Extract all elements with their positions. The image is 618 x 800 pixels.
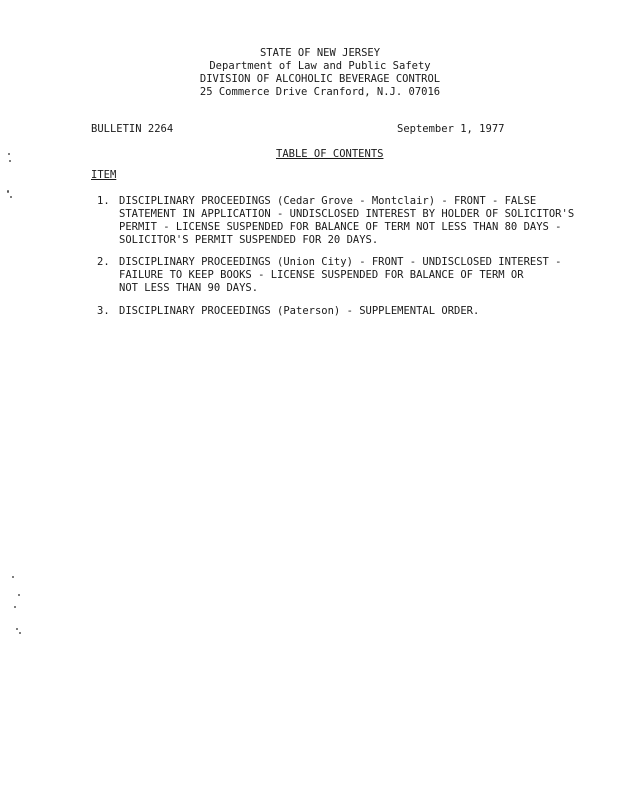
scan-speck [10,196,12,198]
item-line: NOT LESS THAN 90 DAYS. [119,282,259,294]
item-line: DISCIPLINARY PROCEEDINGS (Paterson) - SUPPLEMENTAL ORDER. [119,305,480,317]
bulletin-number: BULLETIN 2264 [91,123,174,135]
item-line: STATEMENT IN APPLICATION - UNDISCLOSED INTEREST BY HOLDER OF SOLICITOR'S [119,208,575,220]
item-line: DISCIPLINARY PROCEEDINGS (Union City) - FRONT - UNDISCLOSED INTEREST - [119,256,562,268]
scan-speck [16,628,18,630]
item-heading: ITEM [91,169,117,181]
header-department: Department of Law and Public Safety [209,60,431,72]
item-line: FAILURE TO KEEP BOOKS - LICENSE SUSPENDED FOR BALANCE OF TERM OR [119,269,524,281]
item-number: 2. [97,256,110,268]
scan-speck [9,160,11,162]
toc-title: TABLE OF CONTENTS [276,148,384,160]
scan-speck [8,153,10,155]
scan-speck [7,190,9,193]
scan-speck [18,594,20,596]
scan-speck [14,606,16,608]
item-number: 1. [97,195,110,207]
bulletin-date: September 1, 1977 [397,123,505,135]
item-line: DISCIPLINARY PROCEEDINGS (Cedar Grove - Montclair) - FRONT - FALSE [119,195,537,207]
header-state: STATE OF NEW JERSEY [259,47,381,59]
header-address: 25 Commerce Drive Cranford, N.J. 07016 [199,86,441,98]
item-number: 3. [97,305,110,317]
item-line: SOLICITOR'S PERMIT SUSPENDED FOR 20 DAYS. [119,234,379,246]
scan-speck [12,576,14,578]
header-division: DIVISION OF ALCOHOLIC BEVERAGE CONTROL [199,73,441,85]
item-line: PERMIT - LICENSE SUSPENDED FOR BALANCE OF TERM NOT LESS THAN 80 DAYS - [119,221,562,233]
scan-speck [19,632,21,634]
